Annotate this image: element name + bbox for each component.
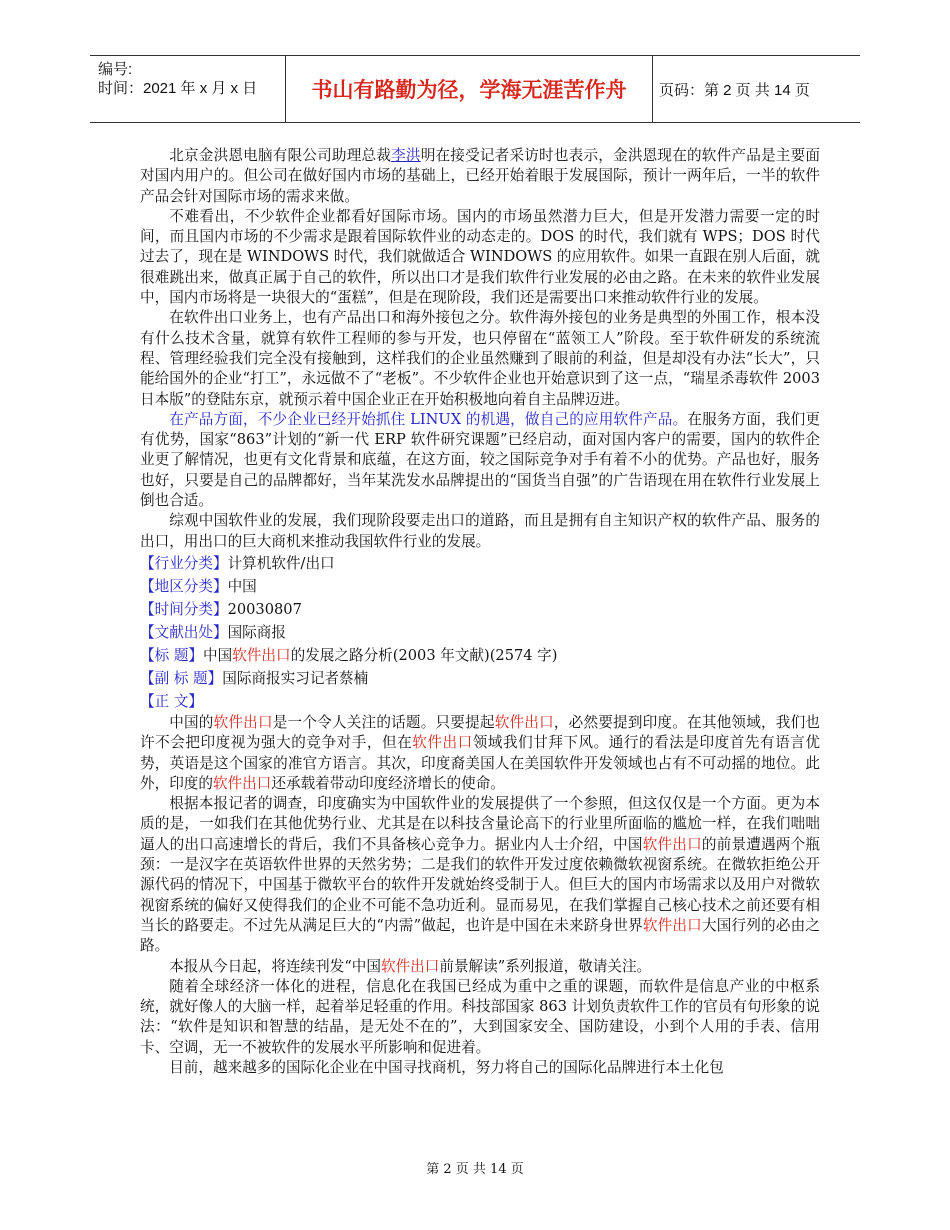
meta-body: 【正 文】 (140, 692, 204, 710)
paragraph: 中国的软件出口是一个令人关注的话题。只要提起软件出口，必然要提到印度。在其他领域，我们也许不会把印度视为强大的竞争对手，但在软件出口领域我们甘拜下风。通行的看法是印度首先有语言优势，英语是这个国家的准官方语言。其次，印度裔美国人在美国软件开发领域也占有不可动摇的地位。此外，印度的软件出口还承载着带动印度经济增长的使命。 (140, 713, 820, 792)
header-page-label: 页码：第 2 页 共 14 页 (659, 81, 810, 99)
number-label: 编号: (98, 61, 133, 78)
paragraph: 综观中国软件业的发展，我们现阶段要走出口的道路，而且是拥有自主知识产权的软件产品、服务的出口，用出口的巨大商机来推动我国软件行业的发展。 (140, 512, 820, 550)
meta-subtitle: 【副 标 题】国际商报实习记者蔡楠 (140, 669, 369, 687)
meta-industry: 【行业分类】计算机软件/出口 (140, 554, 335, 572)
meta-source: 【文献出处】国际商报 (140, 623, 286, 641)
paragraph: 北京金洪恩电脑有限公司助理总裁李洪明在接受记者采访时也表示，金洪恩现在的软件产品是主要面对国内用户的。但公司在做好国内市场的基础上，已经开始着眼于发展国际，预计一两年后，一半的软件产品会针对国际市场的需求来做。 (140, 147, 820, 205)
header-motto: 书山有路勤为径，学海无涯苦作舟 (285, 56, 653, 122)
highlighted-sentence: 在产品方面，不少企业已经开始抓住 LINUX 的机遇，做自己的应用软件产品。 (169, 410, 688, 428)
meta-region: 【地区分类】中国 (140, 577, 257, 595)
header-info (90, 56, 285, 122)
document-body (140, 146, 820, 1078)
page-footer: 第 2 页 共 14 页 (426, 1162, 524, 1177)
person-link[interactable]: 李洪 (391, 147, 421, 164)
page-header (90, 55, 860, 123)
paragraph: 随着全球经济一体化的进程，信息化在我国已经成为重中之重的课题，而软件是信息产业的中枢系统，就好像人的大脑一样，起着举足轻重的作用。科技部国家 863 计划负责软件工作的官员有句形象的说法：“软件是知识和智慧的结晶，是无处不在的”，大到国家安全、国防建设，小到个人用的手表、信用卡、空调，无一不被软件的发展水平所影响和促进着。 (140, 977, 820, 1056)
meta-title: 【标 题】中国软件出口的发展之路分析(2003 年文献)(2574 字) (140, 646, 558, 664)
time-label: 时间：2021 年 x 月 x 日 (98, 80, 258, 97)
meta-date: 【时间分类】20030807 (140, 600, 302, 618)
paragraph: 本报从今日起，将连续刊发“中国软件出口前景解读”系列报道，敬请关注。 (169, 957, 652, 975)
paragraph: 在产品方面，不少企业已经开始抓住 LINUX 的机遇，做自己的应用软件产品。在服务方面，我们更有优势，国家“863”计划的“新一代 ERP 软件研究课题”已经启动，面对国内客户的需要，国内的软件企业更了解情况，也更有文化背景和底蕴，在这方面，较之国际竞争对手有着不小的优势。产品也好，服务也好，只要是自己的品牌都好，当年某洗发水品牌提出的“国货当自强”的广告语现在用在软件行业发展上倒也合适。 (140, 410, 820, 510)
paragraph: 目前，越来越多的国际化企业在中国寻找商机，努力将自己的国际化品牌进行本土化包 (169, 1058, 724, 1076)
paragraph: 在软件出口业务上，也有产品出口和海外接包之分。软件海外接包的业务是典型的外围工作，根本没有什么技术含量，就算有软件工程师的参与开发，也只停留在“蓝领工人”阶段。至于软件研发的系统流程、管理经验我们完全没有接触到，这样我们的企业虽然赚到了眼前的利益，但是却没有办法“长大”，只能给国外的企业“打工”，永远做不了“老板”。不少软件企业也开始意识到了这一点，“瑞星杀毒软件 2003 日本版”的登陆东京，就预示着中国企业正在开始积极地向着自主品牌迈进。 (140, 309, 820, 408)
paragraph: 根据本报记者的调查，印度确实为中国软件业的发展提供了一个参照，但这仅仅是一个方面。更为本质的是，一如我们在其他优势行业、尤其是在以科技含量论高下的行业里所面临的尴尬一样，在我们咄咄逼人的出口高速增长的背后，我们不具备核心竞争力。据业内人士介绍，中国软件出口的前景遭遇两个瓶颈：一是汉字在英语软件世界的天然劣势；二是我们的软件开发过度依赖微软视窗系统。在微软拒绝公开源代码的情况下，中国基于微软平台的软件开发就始终受制于人。但巨大的国内市场需求以及用户对微软视窗系统的偏好又使得我们的企业不可能不急功近利。显而易见，在我们掌握自己核心技术之前还要有相当长的路要走。不过先从满足巨大的“内需”做起，也许是中国在未来跻身世界软件出口大国行列的必由之路。 (140, 795, 820, 955)
paragraph: 不难看出，不少软件企业都看好国际市场。国内的市场虽然潜力巨大，但是开发潜力需要一定的时间，而且国内市场的不少需求是跟着国际软件业的动态走的。DOS 的时代，我们就有 WPS；DOS 时代过去了，现在是 WINDOWS 时代，我们就做适合 WINDOWS 的应用软件。如果一直跟在别人后面，就很难跳出来，做真正属于自己的软件，所以出口才是我们软件行业发展的必由之路。在未来的软件业发展中，国内市场将是一块很大的“蛋糕”，但是在现阶段，我们还是需要出口来推动软件行业的发展。 (140, 207, 820, 307)
